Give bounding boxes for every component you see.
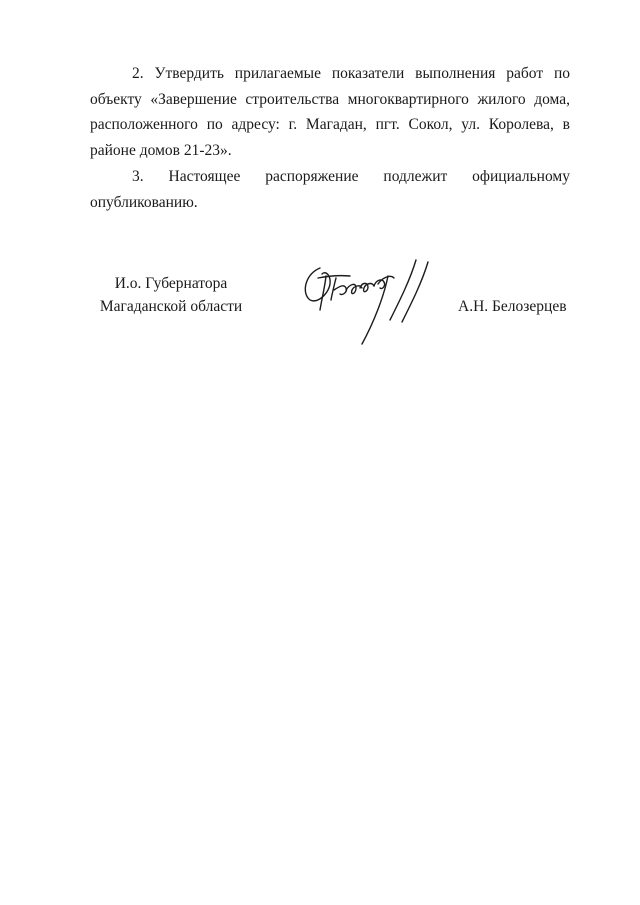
signer-name: А.Н. Белозерцев [458,298,567,315]
paragraph-item-3: 3. Настоящее распоряжение подлежит официальному опубликованию. [90,168,570,211]
paragraph-item-2: 2. Утвердить прилагаемые показатели выполнения работ по объекту «Завершение строительства многоквартирного жилого дома, расположенного по адресу: г. Магадан, пгт. Сокол, ул. Королева, в районе домов 21-23». [90,65,570,159]
position-line-2: Магаданской области [99,298,243,315]
position-line-1: И.о. Губернатора [114,275,228,292]
signer-position [86,272,256,318]
handwritten-signature-icon [298,256,444,348]
document-body [90,61,570,215]
signature-block [0,268,640,348]
